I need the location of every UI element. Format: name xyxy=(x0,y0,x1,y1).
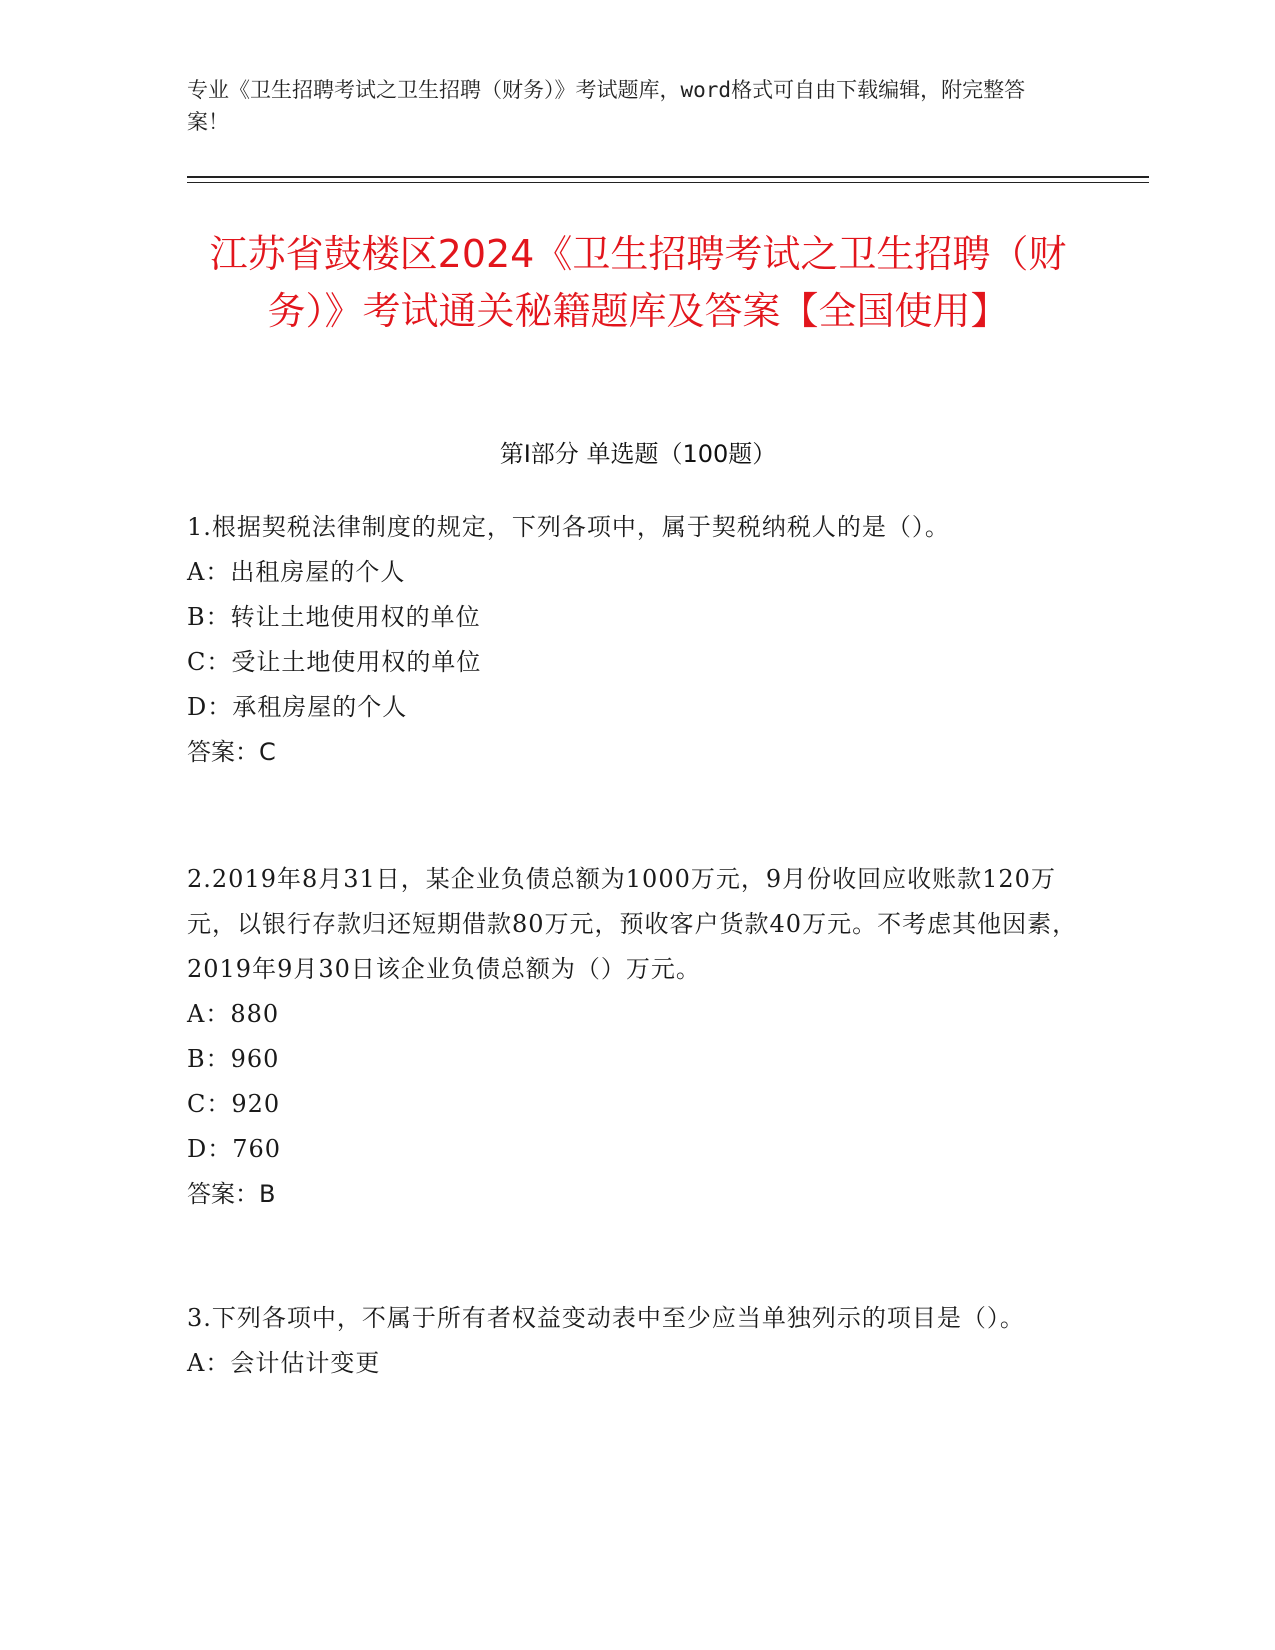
answer: 答案：C xyxy=(187,738,276,766)
option-b: B：转让土地使用权的单位 xyxy=(187,603,481,631)
option-a: A：会计估计变更 xyxy=(187,1349,381,1377)
header-divider-thin xyxy=(187,182,1149,183)
option-c: C：受让土地使用权的单位 xyxy=(187,648,482,676)
section-title: 第Ⅰ部分 单选题（100题） xyxy=(499,440,777,468)
document-title: 江苏省鼓楼区2024《卫生招聘考试之卫生招聘（财务）》考试通关秘籍题库及答案【全国使用】 xyxy=(209,232,1067,333)
header-note: 专业《卫生招聘考试之卫生招聘（财务）》考试题库，word格式可自由下载编辑，附完整答案！ xyxy=(187,78,1026,134)
option-b: B：960 xyxy=(187,1045,280,1073)
option-a: A：出租房屋的个人 xyxy=(187,558,406,586)
option-d: D：承租房屋的个人 xyxy=(187,693,408,721)
question-3 xyxy=(187,1296,1087,1386)
question-stem: 3.下列各项中，不属于所有者权益变动表中至少应当单独列示的项目是（）。 xyxy=(187,1304,1025,1332)
question-2 xyxy=(187,857,1087,1217)
option-a: A：880 xyxy=(187,1000,280,1028)
question-stem: 2.2019年8月31日，某企业负债总额为1000万元，9月份收回应收账款120万元，以银行存款归还短期借款80万元，预收客户货款40万元。不考虑其他因素，2019年9月30日该企业负债总额为（）万元。 xyxy=(187,865,1078,983)
answer: 答案：B xyxy=(187,1180,276,1208)
option-c: C：920 xyxy=(187,1090,281,1118)
option-d: D：760 xyxy=(187,1135,282,1163)
question-stem: 1.根据契税法律制度的规定，下列各项中，属于契税纳税人的是（）。 xyxy=(187,513,950,541)
question-1 xyxy=(187,505,1087,775)
header-divider-thick xyxy=(187,176,1149,178)
